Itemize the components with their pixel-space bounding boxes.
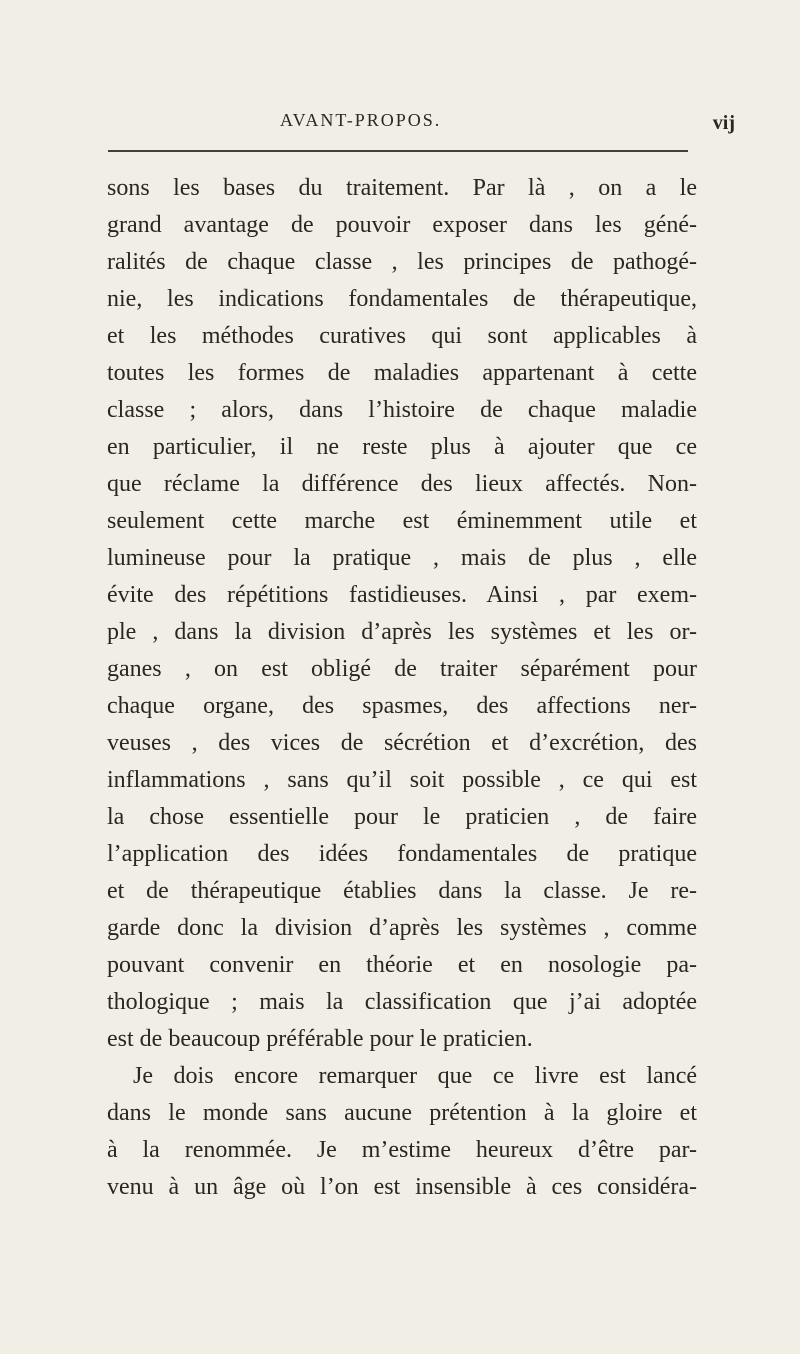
body-text [107, 170, 697, 1206]
text-line: à la renommée. Je m’estime heureux d’être par- [107, 1137, 697, 1163]
text-line: sons les bases du traitement. Par là , on a le [107, 175, 697, 201]
text-line: seulement cette marche est éminemment utile et [107, 508, 697, 534]
text-line: ple , dans la division d’après les systèmes et les or- [107, 619, 697, 645]
text-line: l’application des idées fondamentales de pratique [107, 841, 697, 867]
text-line: la chose essentielle pour le praticien , de faire [107, 804, 697, 830]
text-line: ganes , on est obligé de traiter séparément pour [107, 656, 697, 682]
text-line: lumineuse pour la pratique , mais de plus , elle [107, 545, 697, 571]
text-line: évite des répétitions fastidieuses. Ainsi , par exem- [107, 582, 697, 608]
text-line: en particulier, il ne reste plus à ajouter que ce [107, 434, 697, 460]
text-line: venu à un âge où l’on est insensible à ces considéra- [107, 1174, 697, 1200]
header-rule [108, 150, 688, 152]
text-line: et les méthodes curatives qui sont applicables à [107, 323, 697, 349]
text-line: pouvant convenir en théorie et en nosologie pa- [107, 952, 697, 978]
text-line: classe ; alors, dans l’histoire de chaque maladie [107, 397, 697, 423]
text-line: que réclame la différence des lieux affectés. Non- [107, 471, 697, 497]
running-title: AVANT-PROPOS. [280, 110, 442, 130]
text-line: nie, les indications fondamentales de thérapeutique, [107, 286, 697, 312]
text-line: thologique ; mais la classification que j’ai adoptée [107, 989, 697, 1015]
text-line: ralités de chaque classe , les principes de pathogé- [107, 249, 697, 275]
running-head [0, 110, 800, 140]
text-line: veuses , des vices de sécrétion et d’excrétion, des [107, 730, 697, 756]
text-line: inflammations , sans qu’il soit possible , ce qui est [107, 767, 697, 793]
text-line: garde donc la division d’après les systèmes , comme [107, 915, 697, 941]
text-line: chaque organe, des spasmes, des affections ner- [107, 693, 697, 719]
text-line: est de beaucoup préférable pour le praticien. [107, 1026, 533, 1052]
text-line: toutes les formes de maladies appartenant à cette [107, 360, 697, 386]
text-line: grand avantage de pouvoir exposer dans les géné- [107, 212, 697, 238]
text-line: dans le monde sans aucune prétention à la gloire et [107, 1100, 697, 1126]
text-line: et de thérapeutique établies dans la classe. Je re- [107, 878, 697, 904]
text-line: Je dois encore remarquer que ce livre est lancé [133, 1063, 697, 1089]
page-number: vij [712, 112, 735, 134]
